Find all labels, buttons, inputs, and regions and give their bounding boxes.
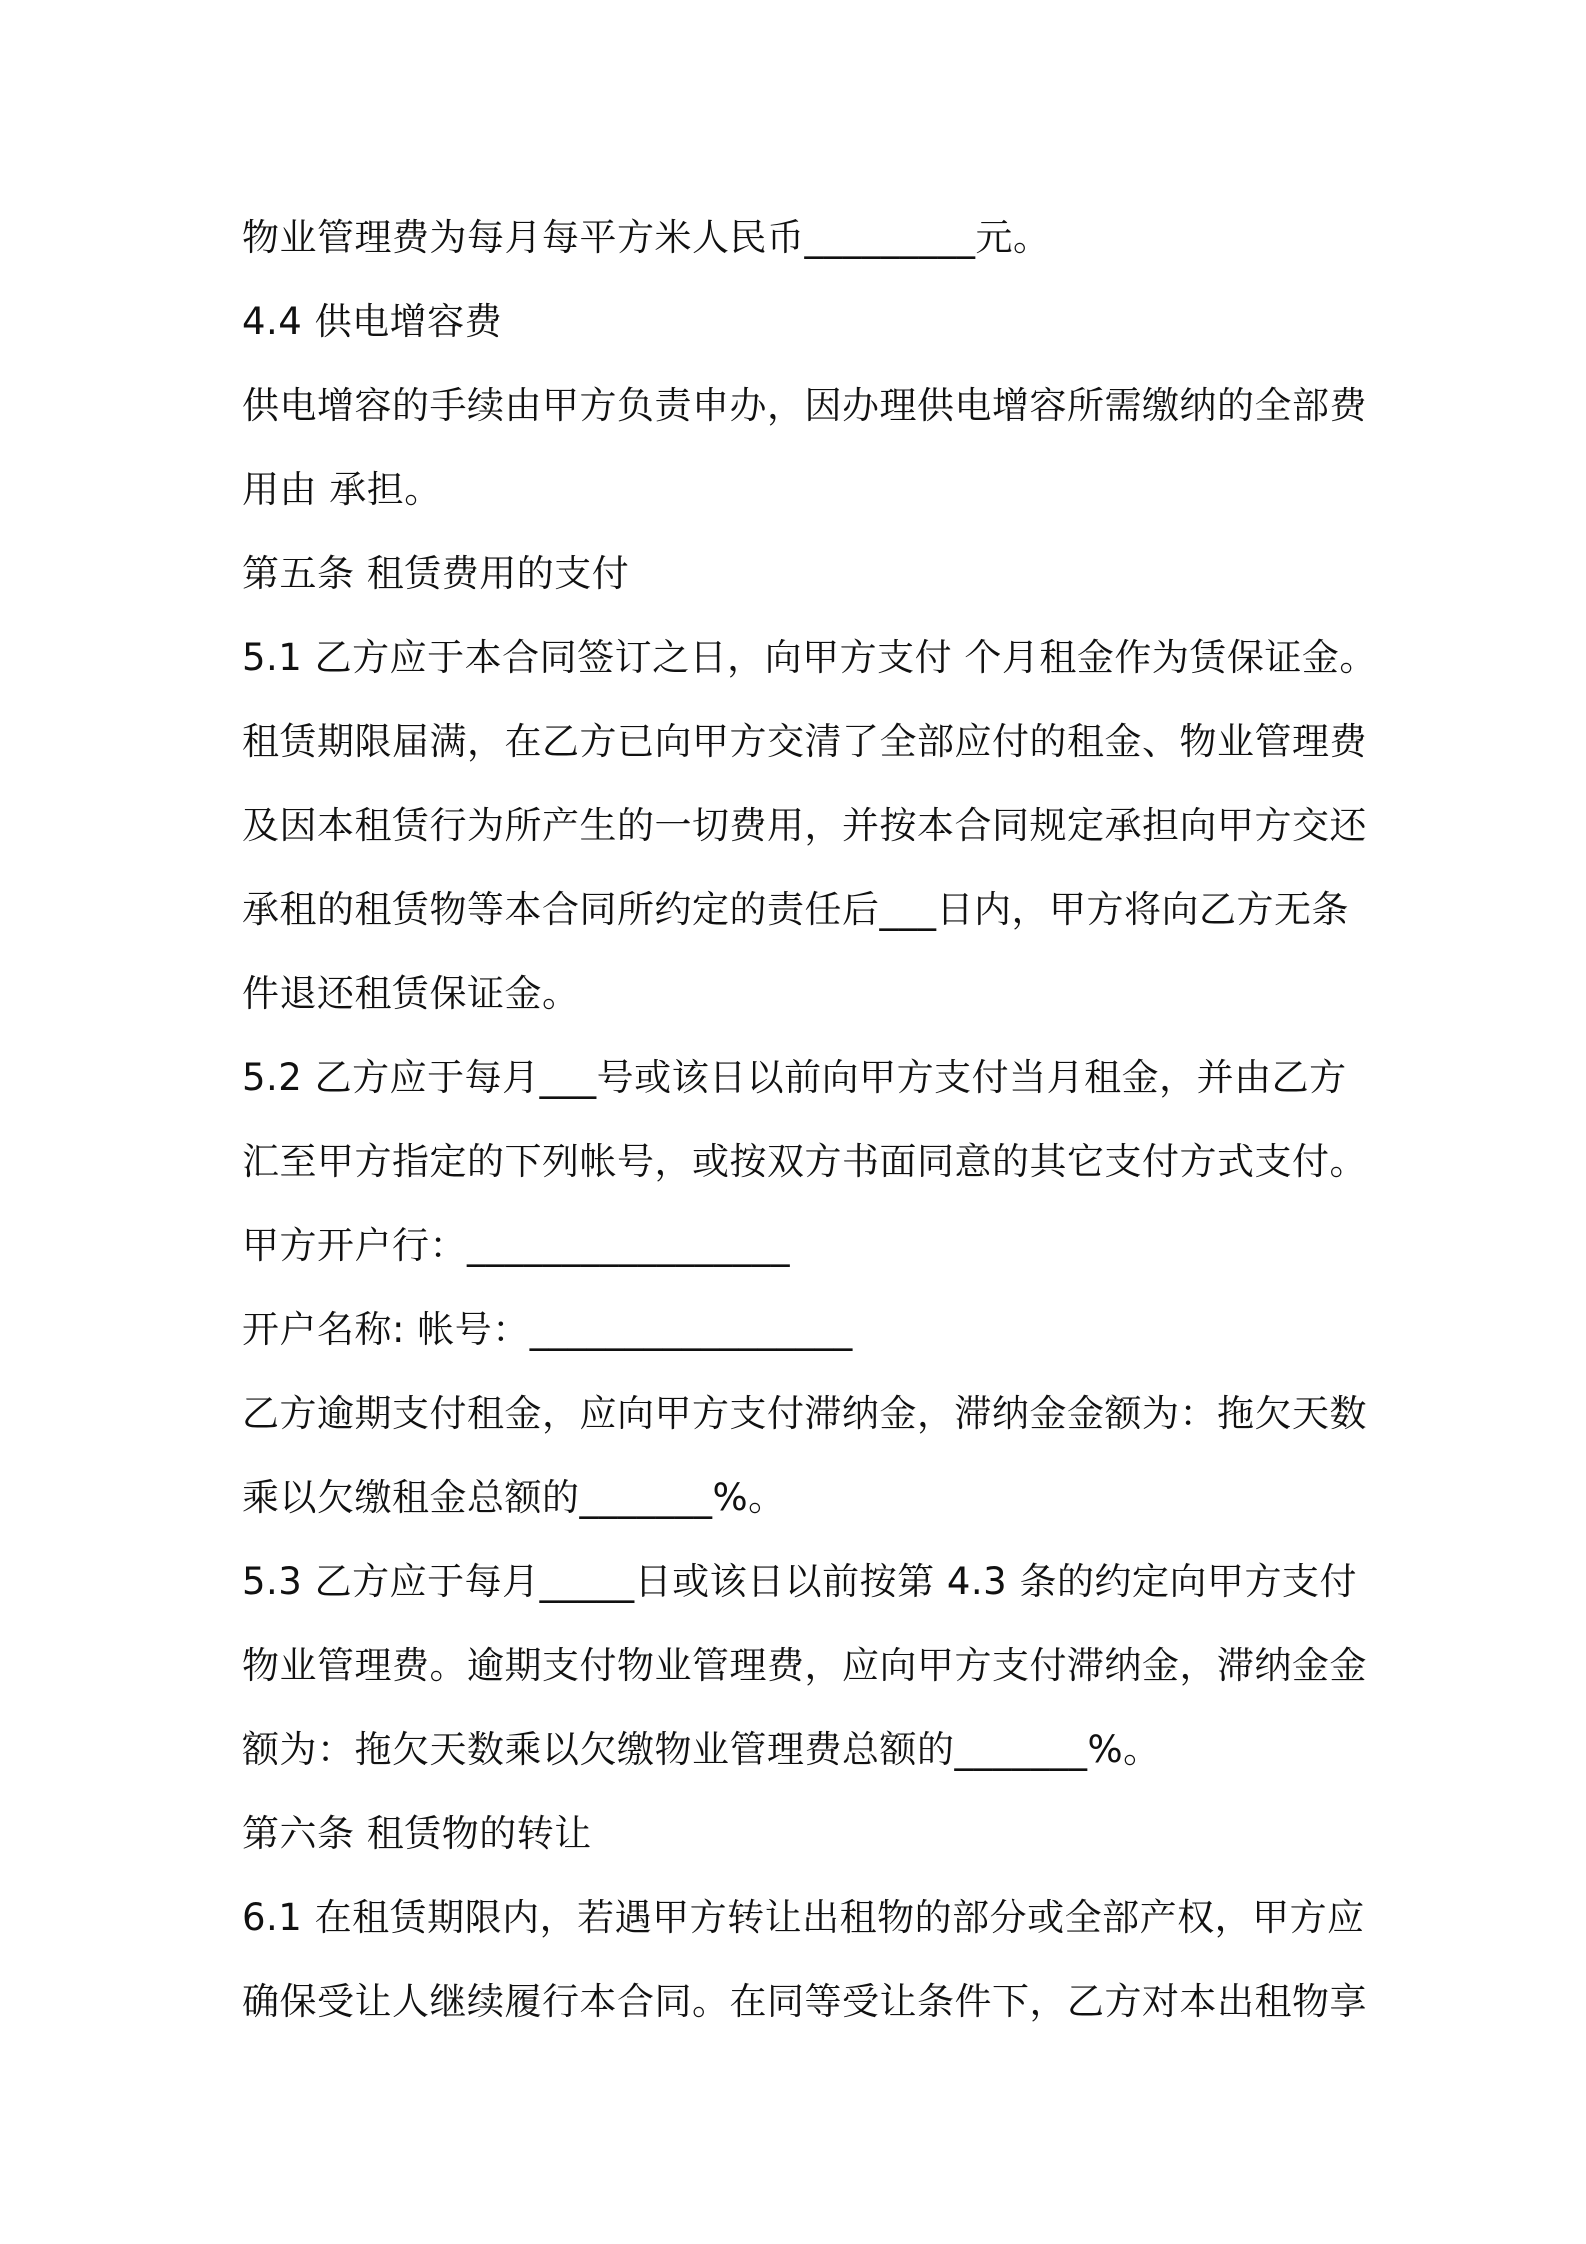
text-line: 及因本租赁行为所产生的一切费用，并按本合同规定承担向甲方交还 [242, 804, 1367, 847]
text-line: 乙方逾期支付租金，应向甲方支付滞纳金，滞纳金金额为：拖欠天数 [242, 1392, 1367, 1435]
document-body [242, 196, 1377, 2044]
text-line: 6.1 在租赁期限内，若遇甲方转让出租物的部分或全部产权，甲方应 [242, 1896, 1365, 1939]
account-field-line: 开户名称: 帐号：_________________ [242, 1308, 853, 1351]
text-line: 租赁期限届满，在乙方已向甲方交清了全部应付的租金、物业管理费 [242, 720, 1367, 763]
text-line: 物业管理费为每月每平方米人民币_________元。 [242, 216, 1051, 259]
section-heading: 4.4 供电增容费 [242, 300, 503, 343]
text-line: 承租的租赁物等本合同所约定的责任后___日内，甲方将向乙方无条 [242, 888, 1349, 931]
bank-field-line: 甲方开户行：_________________ [242, 1224, 790, 1267]
text-line: 5.2 乙方应于每月___号或该日以前向甲方支付当月租金，并由乙方 [242, 1056, 1347, 1099]
text-line: 5.3 乙方应于每月_____日或该日以前按第 4.3 条的约定向甲方支付 [242, 1560, 1357, 1603]
text-line: 5.1 乙方应于本合同签订之日，向甲方支付 个月租金作为赁保证金。 [242, 636, 1377, 679]
text-line: 件退还租赁保证金。 [242, 972, 580, 1015]
text-line: 乘以欠缴租金总额的_______%。 [242, 1476, 786, 1519]
text-line: 汇至甲方指定的下列帐号，或按双方书面同意的其它支付方式支付。 [242, 1140, 1367, 1183]
text-line: 供电增容的手续由甲方负责申办，因办理供电增容所需缴纳的全部费 [242, 384, 1367, 427]
article-heading: 第五条 租赁费用的支付 [242, 552, 630, 595]
text-line: 确保受让人继续履行本合同。在同等受让条件下，乙方对本出租物享 [242, 1980, 1367, 2023]
text-line: 额为：拖欠天数乘以欠缴物业管理费总额的_______%。 [242, 1728, 1161, 1771]
text-line: 用由 承担。 [242, 468, 442, 511]
article-heading: 第六条 租赁物的转让 [242, 1812, 592, 1855]
text-line: 物业管理费。逾期支付物业管理费，应向甲方支付滞纳金，滞纳金金 [242, 1644, 1367, 1687]
